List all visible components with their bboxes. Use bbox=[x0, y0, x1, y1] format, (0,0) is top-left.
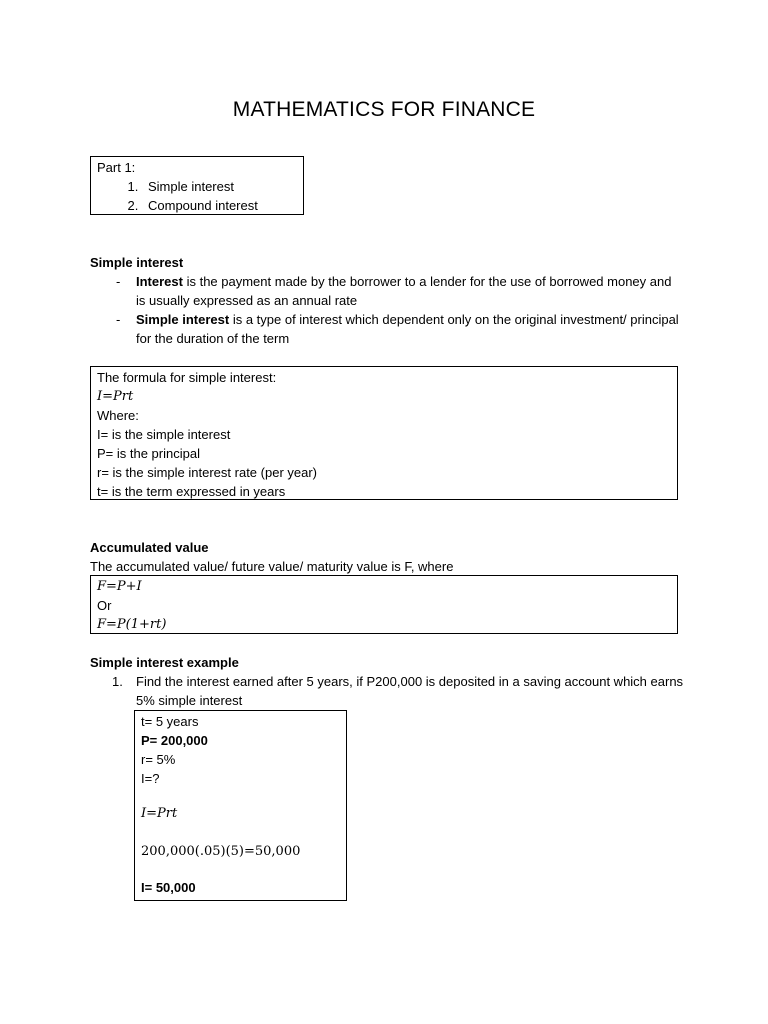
accumulated-text: The accumulated value/ future value/ maturity value is F, where bbox=[90, 559, 454, 574]
bullet-simple-interest bbox=[136, 310, 681, 348]
example-heading: Simple interest example bbox=[90, 655, 239, 670]
bullet-dash: - bbox=[116, 312, 121, 327]
definition-line: I= is the simple interest bbox=[97, 427, 231, 442]
bullet-term: Simple interest bbox=[136, 312, 230, 327]
accumulated-or: Or bbox=[97, 598, 112, 613]
example-computation: 200,000(.05)(5)=50,000 bbox=[141, 844, 301, 859]
part-item: 1. Simple interest bbox=[142, 177, 297, 196]
example-formula: I=Prt bbox=[141, 806, 178, 821]
definition-line: P= is the principal bbox=[97, 446, 200, 461]
accumulated-heading: Accumulated value bbox=[90, 540, 209, 555]
bullet-term: Interest bbox=[136, 274, 183, 289]
formula-main: I=Prt bbox=[97, 389, 134, 404]
bullet-interest bbox=[136, 272, 681, 310]
bullet-text: is the payment made by the borrower to a lender for the use of borrowed money and is usually expressed as an annual rate bbox=[136, 274, 672, 308]
given-line: r= 5% bbox=[141, 752, 176, 767]
example-answer: I= 50,000 bbox=[141, 880, 196, 895]
formula-where: Where: bbox=[97, 408, 139, 423]
definition-line: r= is the simple interest rate (per year) bbox=[97, 465, 317, 480]
accumulated-formula-1: F=P+I bbox=[97, 579, 142, 594]
bullet-text: is a type of interest which dependent only on the original investment/ principal for the duration of the term bbox=[136, 312, 679, 346]
example-box bbox=[134, 710, 347, 901]
formula-box bbox=[90, 366, 678, 500]
part-item: 2. Compound interest bbox=[142, 196, 297, 215]
given-line: P= 200,000 bbox=[141, 733, 208, 748]
part-heading: Part 1: bbox=[97, 160, 136, 175]
accumulated-box bbox=[90, 575, 678, 634]
part-box bbox=[90, 156, 304, 215]
example-number: 1. bbox=[112, 674, 123, 689]
given-line: I=? bbox=[141, 771, 160, 786]
part-list bbox=[97, 177, 297, 215]
bullet-dash: - bbox=[116, 274, 121, 289]
definition-line: t= is the term expressed in years bbox=[97, 484, 286, 499]
document-title: MATHEMATICS FOR FINANCE bbox=[232, 98, 536, 121]
given-line: t= 5 years bbox=[141, 714, 199, 729]
example-question: Find the interest earned after 5 years, if P200,000 is deposited in a saving account which earns 5% simple interest bbox=[136, 674, 684, 708]
simple-interest-heading: Simple interest bbox=[90, 255, 184, 270]
accumulated-formula-2: F=P(1+rt) bbox=[97, 617, 167, 632]
formula-intro: The formula for simple interest: bbox=[97, 370, 277, 385]
